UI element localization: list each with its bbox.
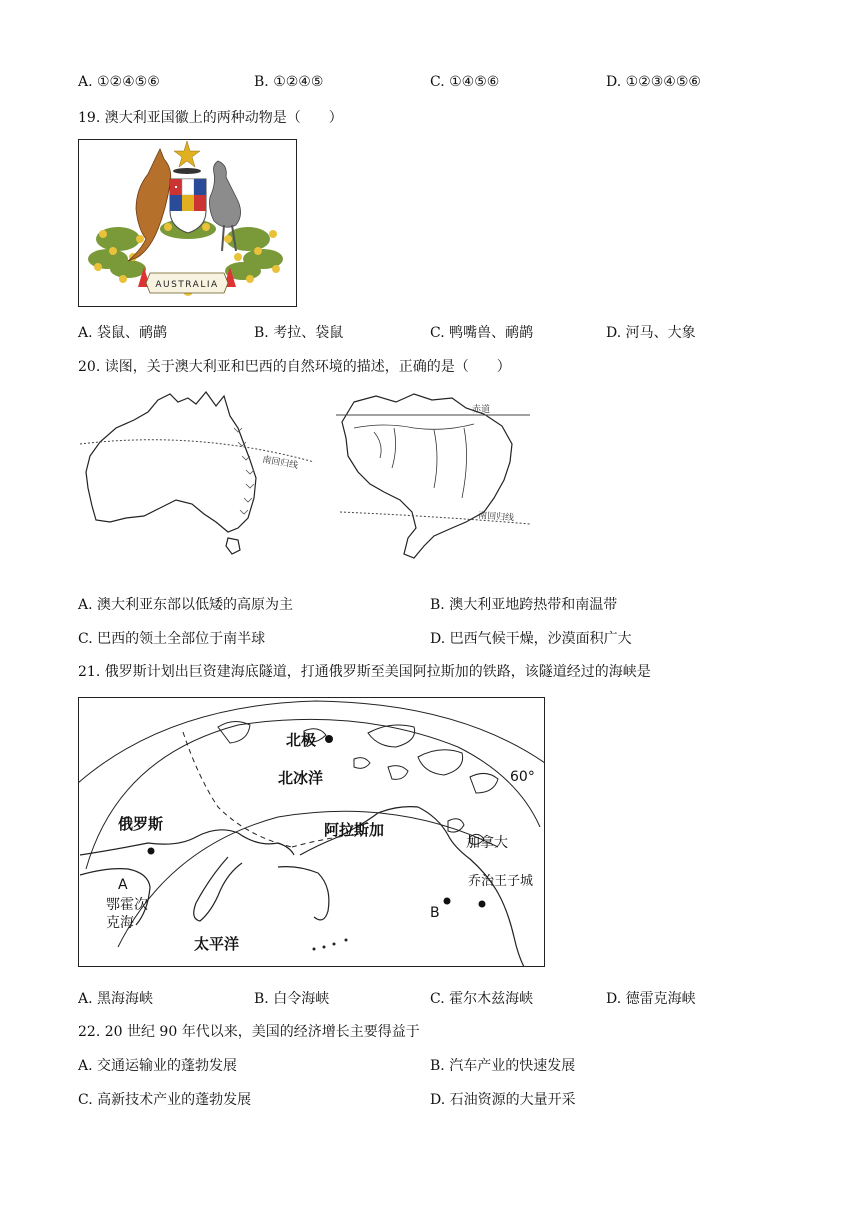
coat-of-arms-banner-text: AUSTRALIA: [155, 280, 219, 290]
q20-stem: 20. 读图，关于澳大利亚和巴西的自然环境的描述，正确的是（ ）: [78, 359, 511, 375]
q20-option-d[interactable]: D. 巴西气候干燥，沙漠面积广大: [430, 631, 632, 647]
q19-option-a[interactable]: A. 袋鼠、鸸鹋: [78, 325, 168, 341]
q20-option-b[interactable]: B. 澳大利亚地跨热带和南温带: [430, 597, 618, 613]
brazil-tropic-label: 南回归线: [477, 511, 515, 524]
q22-option-a[interactable]: A. 交通运输业的蓬勃发展: [78, 1058, 238, 1074]
coat-of-arms-figure: [78, 139, 297, 307]
brazil-equator-label: 赤道: [472, 405, 491, 415]
q19-option-b[interactable]: B. 考拉、袋鼠: [254, 325, 344, 341]
q21-option-b[interactable]: B. 白令海峡: [254, 991, 330, 1007]
point-b-label: B: [430, 905, 440, 921]
q19-stem: 19. 澳大利亚国徽上的两种动物是（ ）: [78, 110, 343, 126]
okhotsk-label-line2: 克海: [106, 915, 134, 931]
coat-of-arms-icon: [78, 139, 297, 307]
canada-label: 加拿大: [466, 835, 508, 851]
q21-option-a[interactable]: A. 黑海海峡: [78, 991, 154, 1007]
australia-tropic-label: 南回归线: [261, 455, 299, 472]
australia-map: [78, 388, 318, 568]
q19-option-d[interactable]: D. 河马、大象: [606, 325, 696, 341]
latitude-label: 60°: [510, 769, 535, 785]
okhotsk-label-line1: 鄂霍次: [106, 897, 148, 913]
q21-option-d[interactable]: D. 德雷克海峡: [606, 991, 696, 1007]
q22-stem: 22. 20 世纪 90 年代以来，美国的经济增长主要得益于: [78, 1024, 420, 1040]
russia-label: 俄罗斯: [118, 815, 164, 833]
alaska-label: 阿拉斯加: [324, 821, 385, 839]
north-pole-label: 北极: [286, 731, 317, 749]
q20-option-c[interactable]: C. 巴西的领土全部位于南半球: [78, 631, 266, 647]
q22-option-c[interactable]: C. 高新技术产业的蓬勃发展: [78, 1092, 252, 1108]
q18-option-a[interactable]: A. ①②④⑤⑥: [78, 74, 160, 90]
arctic-map: [78, 697, 545, 967]
arctic-ocean-label: 北冰洋: [278, 769, 324, 787]
q21-stem: 21. 俄罗斯计划出巨资建海底隧道，打通俄罗斯至美国阿拉斯加的铁路，该隧道经过的海峡是: [78, 664, 651, 680]
q19-option-c[interactable]: C. 鸭嘴兽、鸸鹋: [430, 325, 534, 341]
q18-option-d[interactable]: D. ①②③④⑤⑥: [606, 74, 701, 90]
pacific-label: 太平洋: [194, 935, 240, 953]
q22-option-d[interactable]: D. 石油资源的大量开采: [430, 1092, 576, 1108]
point-a-marker: [148, 848, 155, 855]
point-a-label: A: [118, 877, 128, 893]
q22-option-b[interactable]: B. 汽车产业的快速发展: [430, 1058, 576, 1074]
q18-option-b[interactable]: B. ①②④⑤: [254, 74, 324, 90]
q21-option-c[interactable]: C. 霍尔木兹海峡: [430, 991, 534, 1007]
north-pole-marker: [325, 735, 333, 743]
q20-option-a[interactable]: A. 澳大利亚东部以低矮的高原为主: [78, 597, 294, 613]
brazil-map: [334, 388, 534, 568]
point-b-marker: [444, 898, 451, 905]
prince-george-label: 乔治王子城: [468, 874, 534, 889]
prince-george-marker: [479, 901, 486, 908]
q18-option-c[interactable]: C. ①④⑤⑥: [430, 74, 500, 90]
